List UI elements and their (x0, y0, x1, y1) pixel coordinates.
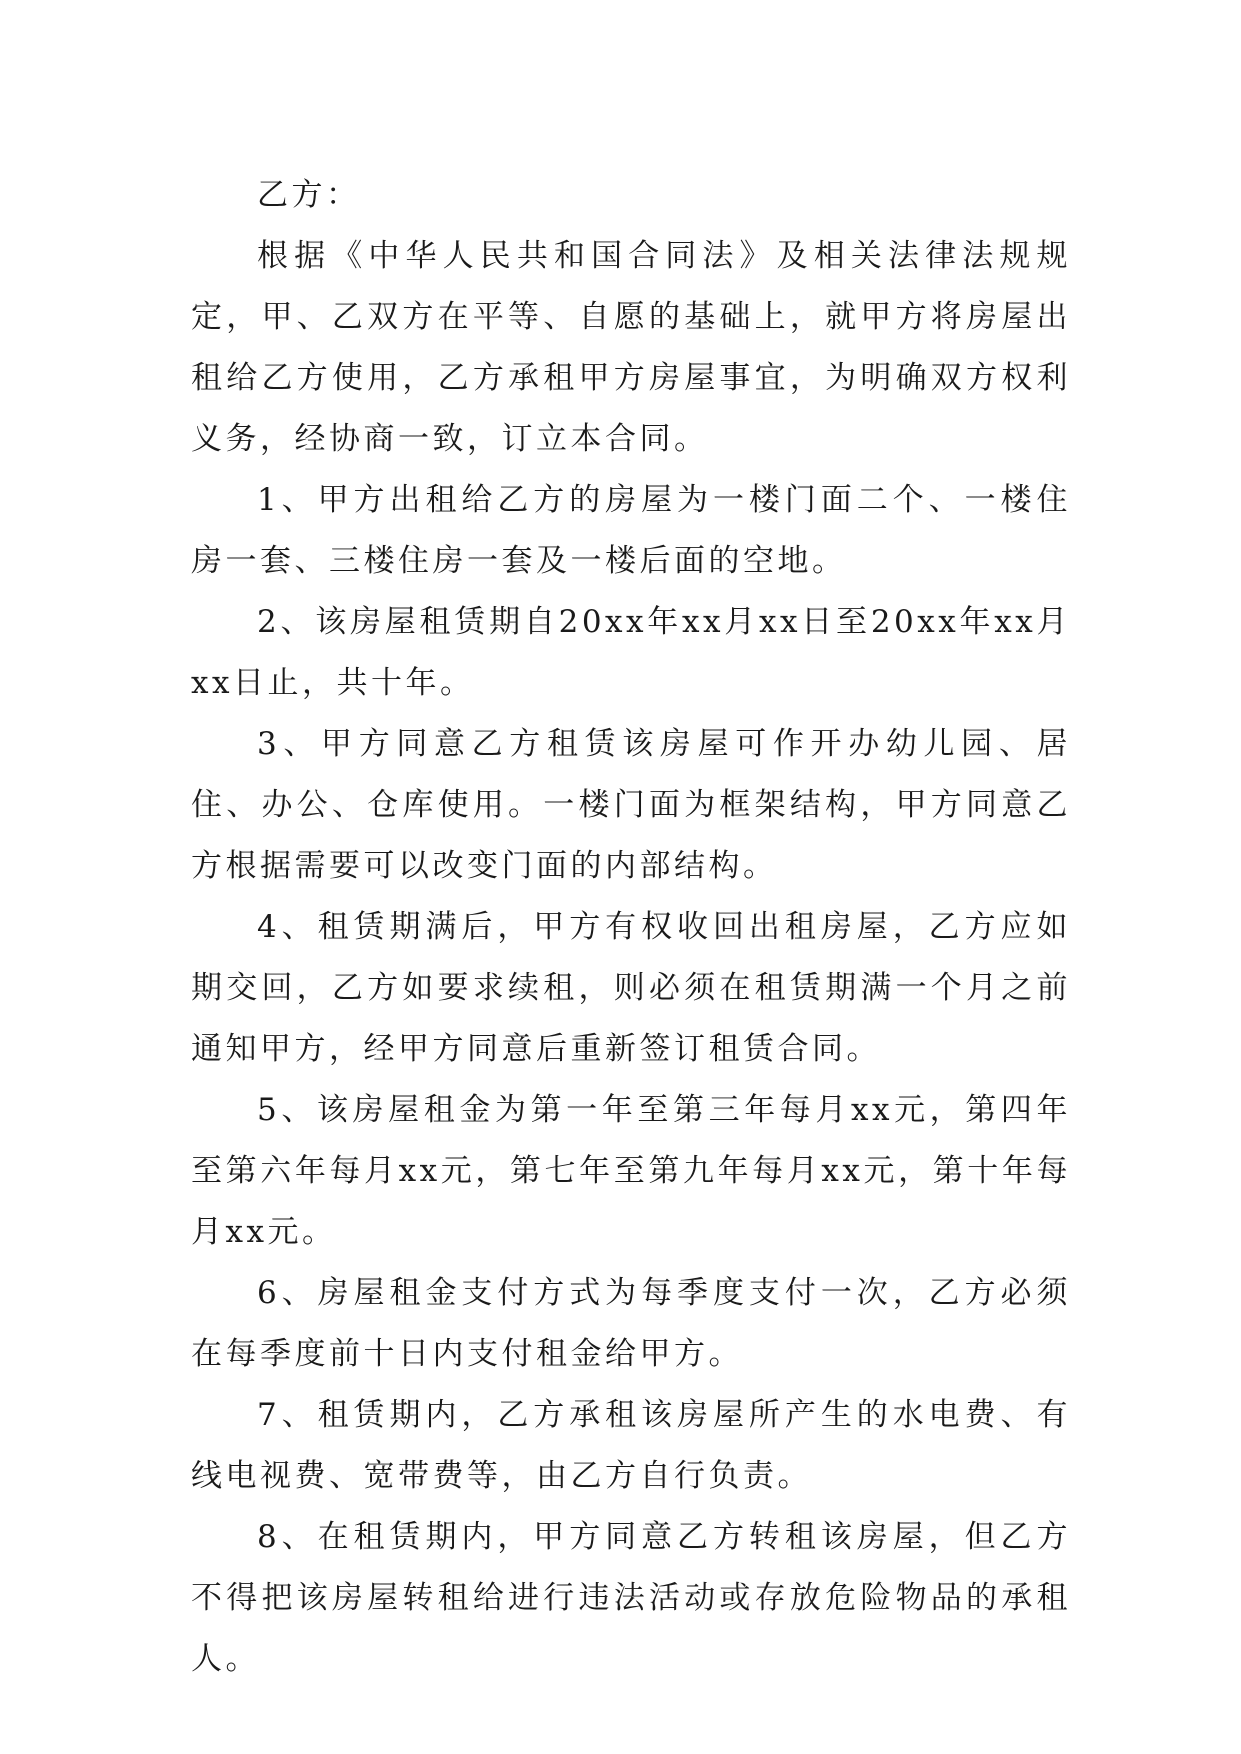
clause-6: 6、房屋租金支付方式为每季度支付一次，乙方必须在每季度前十日内支付租金给甲方。 (191, 1275, 1071, 1372)
clause-7: 7、租赁期内，乙方承租该房屋所产生的水电费、有线电视费、宽带费等，由乙方自行负责。 (191, 1397, 1071, 1494)
document-body (191, 165, 1071, 1690)
party-b-label: 乙方： (257, 177, 361, 213)
clause-4: 4、租赁期满后，甲方有权收回出租房屋，乙方应如期交回，乙方如要求续租，则必须在租赁期满一个月之前通知甲方，经甲方同意后重新签订租赁合同。 (191, 909, 1071, 1067)
clause-1: 1、甲方出租给乙方的房屋为一楼门面二个、一楼住房一套、三楼住房一套及一楼后面的空地。 (191, 482, 1071, 579)
contract-preamble: 根据《中华人民共和国合同法》及相关法律法规规定，甲、乙双方在平等、自愿的基础上，就甲方将房屋出租给乙方使用，乙方承租甲方房屋事宜，为明确双方权利义务，经协商一致，订立本合同。 (191, 238, 1071, 457)
clause-2: 2、该房屋租赁期自20xx年xx月xx日至20xx年xx月xx日止，共十年。 (191, 604, 1071, 701)
clause-3: 3、甲方同意乙方租赁该房屋可作开办幼儿园、居住、办公、仓库使用。一楼门面为框架结构，甲方同意乙方根据需要可以改变门面的内部结构。 (191, 726, 1071, 884)
clause-5: 5、该房屋租金为第一年至第三年每月xx元，第四年至第六年每月xx元，第七年至第九年每月xx元，第十年每月xx元。 (191, 1092, 1071, 1250)
clause-8: 8、在租赁期内，甲方同意乙方转租该房屋，但乙方不得把该房屋转租给进行违法活动或存放危险物品的承租人。 (191, 1519, 1071, 1677)
